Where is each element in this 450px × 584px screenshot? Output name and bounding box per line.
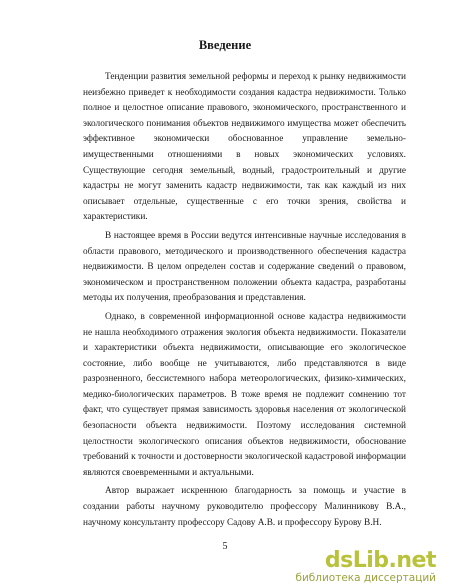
paragraph: Тенденции развития земельной реформы и переход к рынку недвижимости неизбежно приведет к необходимости создания кадастра недвижимости. Только полное и целостное описание правового, экономического, пространственного и экологического понимания объектов недвижимого имущества может обеспечить эффективное экономически обоснованное управление земельно-имущественными отношениями в новых экономических условиях. Существующие сегодня земельный, водный, градостроительный и другие кадастры не могут заменить кадастр недвижимости, так как каждый из них описывает отдельные, существенные с его точки зрения, свойства и характеристики. bbox=[83, 72, 406, 223]
paragraph: Однако, в современной информационной основе кадастра недвижимости не нашла необходимого отражения экология объекта недвижимости. Показатели и характеристики объекта недвижимости, описывающие его экологическое состояние, либо вообще не учитываются, либо представляются в виде разрозненного, бессистемного набора метеорологических, физико-химических, медико-биологических параметров. В тоже время не подлежит сомнению тот факт, что существует прямая зависимость здоровья населения от экологической безопасности объекта недвижимости. Поэтому исследования системной целостности экологического описания объектов недвижимости, обоснование требований к точности и достоверности экологической кадастровой информации являются своевременными и актуальными. bbox=[83, 311, 406, 478]
watermark-logo bbox=[325, 550, 436, 572]
watermark-logo-tld: net bbox=[396, 548, 436, 573]
document-body bbox=[83, 70, 406, 534]
paragraph: В настоящее время в России ведутся интенсивные научные исследования в области правового, методического и производственного обеспечения кадастра недвижимости. В целом определен состав и содержание сведений о правовом, экономическом и пространственном положении объекта кадастра, разработаны методы их получения, преобразования и представления. bbox=[83, 230, 406, 304]
watermark-logo-dot: . bbox=[388, 548, 397, 573]
dslib-watermark[interactable] bbox=[295, 548, 436, 584]
watermark-subtitle: библиотека диссертаций bbox=[295, 572, 436, 584]
document-title: Введение bbox=[198, 38, 252, 52]
watermark-logo-main: dsLib bbox=[324, 548, 389, 573]
page-number: 5 bbox=[222, 541, 228, 552]
paragraph: Автор выражает искреннюю благодарность за помощь и участие в создании работы научному руководителю профессору Малинникову В.А., научному консультанту профессору Садову А.В. и профессору Бурову В.Н. bbox=[83, 486, 406, 528]
